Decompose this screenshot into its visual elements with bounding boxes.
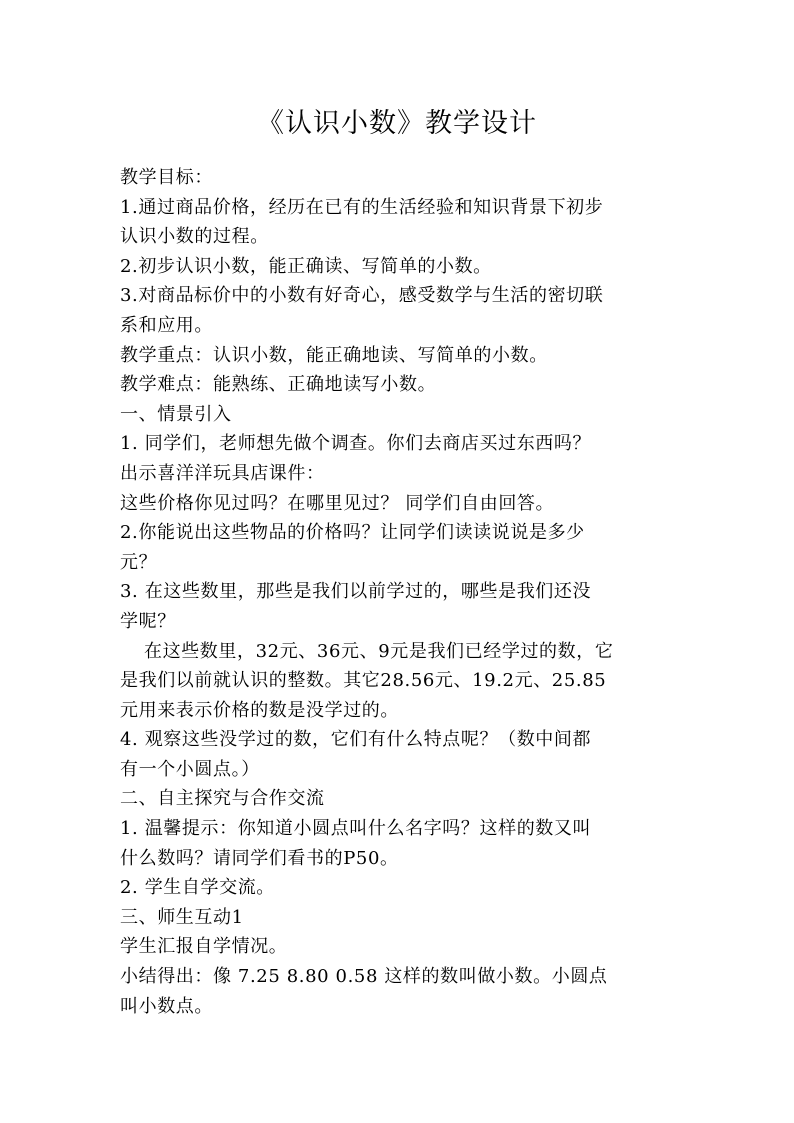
intro-step-1: 1. 同学们，老师想先做个调查。你们去商店买过东西吗？ bbox=[120, 433, 592, 455]
intro-step-2-line-1: 2.你能说出这些物品的价格吗？让同学们读读说说是多少 bbox=[120, 522, 585, 544]
summary-line-2: 叫小数点。 bbox=[120, 995, 213, 1017]
interaction-report: 学生汇报自学情况。 bbox=[120, 936, 288, 958]
section-heading-introduction: 一、情景引入 bbox=[120, 403, 232, 425]
intro-step-3-line-1: 3. 在这些数里，那些是我们以前学过的，哪些是我们还没 bbox=[120, 581, 592, 603]
section-heading-interaction: 三、师生互动1 bbox=[120, 906, 244, 928]
intro-explanation-line-2: 是我们以前就认识的整数。其它28.56元、19.2元、25.85 bbox=[120, 670, 607, 692]
objective-3-line-1: 3.对商品标价中的小数有好奇心，感受数学与生活的密切联 bbox=[120, 285, 604, 307]
objective-1-line-2: 认识小数的过程。 bbox=[120, 226, 269, 248]
intro-step-2-line-2: 元？ bbox=[120, 551, 158, 573]
intro-question: 这些价格你见过吗？在哪里见过？ 同学们自由回答。 bbox=[120, 492, 555, 514]
intro-step-4-line-2: 有一个小圆点。） bbox=[120, 758, 260, 780]
document-title: 《认识小数》教学设计 bbox=[257, 108, 537, 139]
key-point: 教学重点：认识小数，能正确地读、写简单的小数。 bbox=[120, 344, 548, 366]
section-heading-objectives: 教学目标： bbox=[120, 167, 213, 188]
objective-3-line-2: 系和应用。 bbox=[120, 314, 213, 336]
document-body bbox=[120, 163, 676, 1021]
intro-explanation-line-1: 在这些数里，32元、36元、9元是我们已经学过的数，它 bbox=[144, 640, 614, 662]
exploration-step-2: 2. 学生自学交流。 bbox=[120, 877, 275, 899]
exploration-step-1-line-1: 1. 温馨提示：你知道小圆点叫什么名字吗？这样的数又叫 bbox=[120, 818, 592, 840]
objective-2: 2.初步认识小数，能正确读、写简单的小数。 bbox=[120, 255, 492, 277]
difficult-point: 教学难点：能熟练、正确地读写小数。 bbox=[120, 374, 437, 396]
intro-step-3-line-2: 学呢？ bbox=[120, 610, 176, 632]
exploration-step-1-line-2: 什么数吗？请同学们看书的P50。 bbox=[120, 847, 399, 869]
section-heading-exploration: 二、自主探究与合作交流 bbox=[120, 788, 325, 810]
summary-line-1: 小结得出：像 7.25 8.80 0.58 这样的数叫做小数。小圆点 bbox=[120, 966, 608, 988]
objective-1-line-1: 1.通过商品价格，经历在已有的生活经验和知识背景下初步 bbox=[120, 196, 604, 218]
intro-step-4-line-1: 4. 观察这些没学过的数，它们有什么特点呢？（数中间都 bbox=[120, 729, 592, 751]
intro-courseware: 出示喜洋洋玩具店课件： bbox=[120, 462, 325, 484]
intro-explanation-line-3: 元用来表示价格的数是没学过的。 bbox=[120, 699, 399, 721]
